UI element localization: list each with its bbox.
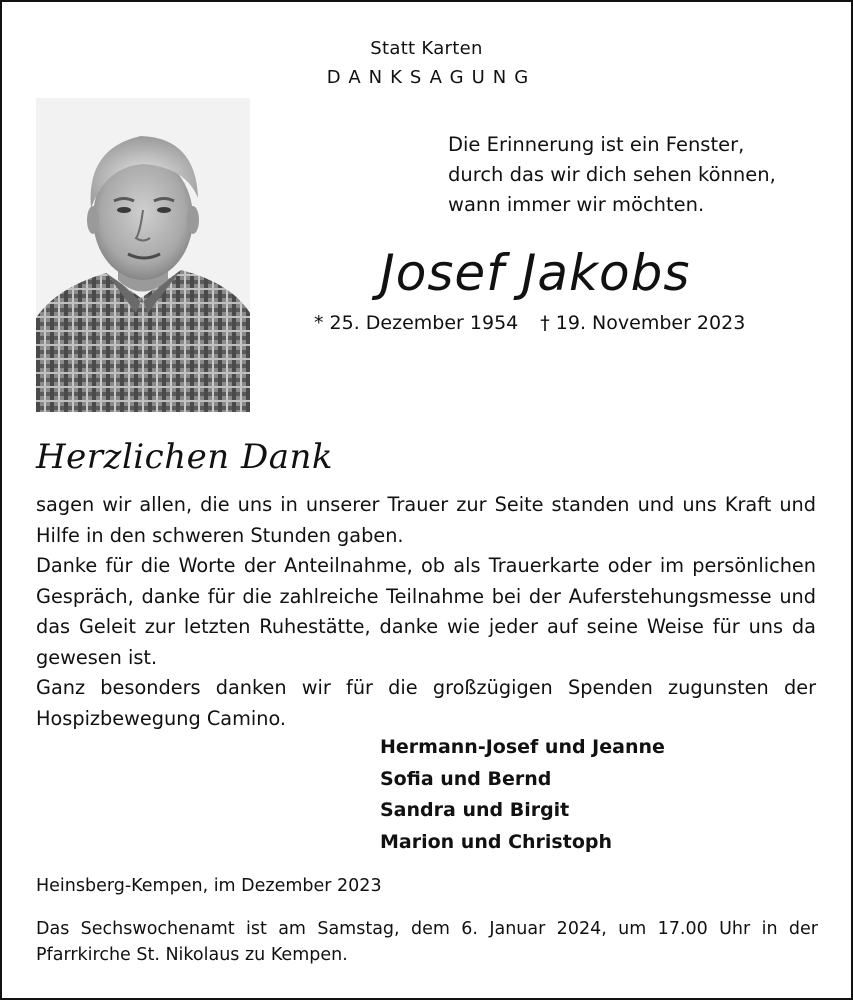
quote-line: Die Erinnerung ist ein Fenster, — [448, 133, 745, 156]
service-notice: Das Sechswochenamt ist am Samstag, dem 6. Januar 2024, um 17.00 Uhr in der Pfarrkirche St. Nikolaus zu Kempen. — [36, 919, 818, 965]
deceased-name: Josef Jakobs — [380, 244, 691, 302]
header — [0, 38, 853, 88]
life-dates — [314, 312, 745, 334]
family-member: Hermann-Josef und Jeanne — [380, 736, 665, 758]
danksagung-title: DANKSAGUNG — [326, 67, 537, 88]
portrait-photo — [36, 98, 250, 412]
death-date: † 19. November 2023 — [540, 312, 746, 334]
quote-line: durch das wir dich sehen können, — [448, 163, 776, 186]
thanks-heading: Herzlichen Dank — [36, 437, 333, 477]
portrait-icon — [36, 98, 250, 412]
thanks-paragraph: Danke für die Worte der Anteilnahme, ob als Trauerkarte oder im persönlichen Gespräch, danke für die zahlreiche Teilnahme bei der Auferstehungsmesse und das Geleit zur letzten Ruhestätte, danke wie jeder auf seine Weise für uns da gewesen ist. — [36, 554, 816, 669]
thanks-paragraph: Ganz besonders danken wir für die großzügigen Spenden zugunsten der Hospizbewegung Camino. — [36, 676, 816, 730]
memorial-quote — [448, 130, 828, 220]
family-member: Sandra und Birgit — [380, 799, 570, 821]
family-member: Sofia und Bernd — [380, 767, 552, 790]
quote-line: wann immer wir möchten. — [448, 193, 705, 216]
statt-karten-label: Statt Karten — [370, 38, 483, 59]
family-member: Marion und Christoph — [380, 830, 612, 853]
thanks-body — [36, 490, 816, 734]
thanks-paragraph: sagen wir allen, die uns in unserer Trauer zur Seite standen und uns Kraft und Hilfe in den schweren Stunden gaben. — [36, 493, 816, 547]
birth-date: * 25. Dezember 1954 — [314, 312, 519, 334]
family-signatures — [380, 732, 665, 858]
place-date: Heinsberg-Kempen, im Dezember 2023 — [36, 876, 382, 896]
